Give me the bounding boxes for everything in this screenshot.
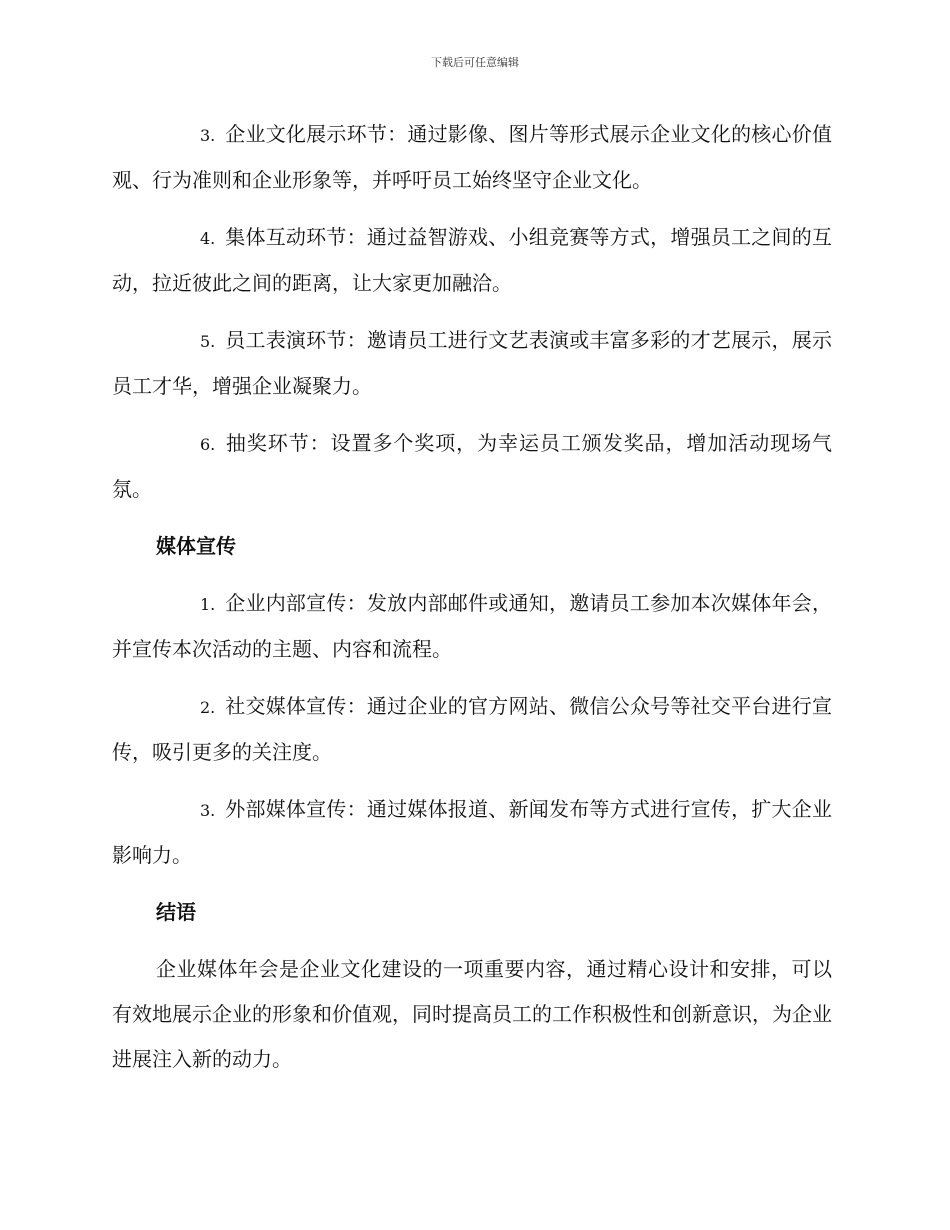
section-heading-conclusion: 结语 xyxy=(156,900,196,924)
item-text: 企业文化展示环节：通过影像、图片等形式展示企业文化的核心价值观、行为准则和企业形象等，并呼吁员工始终坚守企业文化。 xyxy=(112,122,832,192)
item-number: 5. xyxy=(200,332,216,351)
item-text: 集体互动环节：通过益智游戏、小组竞赛等方式，增强员工之间的互动，拉近彼此之间的距离，让大家更加融洽。 xyxy=(112,225,832,295)
item-number: 1. xyxy=(200,595,216,614)
item-number: 3. xyxy=(200,126,216,145)
list-item xyxy=(112,684,832,775)
list-item xyxy=(112,215,832,306)
list-item xyxy=(112,787,832,878)
list-item xyxy=(112,318,832,409)
list-item xyxy=(112,581,832,672)
item-text: 外部媒体宣传：通过媒体报道、新闻发布等方式进行宣传，扩大企业影响力。 xyxy=(112,797,832,867)
item-number: 2. xyxy=(200,698,216,717)
list-item xyxy=(112,421,832,512)
section-heading-media: 媒体宣传 xyxy=(156,534,236,558)
item-number: 3. xyxy=(200,801,216,820)
item-text: 员工表演环节：邀请员工进行文艺表演或丰富多彩的才艺展示，展示员工才华，增强企业凝聚力。 xyxy=(112,328,832,398)
item-number: 4. xyxy=(200,229,216,248)
conclusion-paragraph: 企业媒体年会是企业文化建设的一项重要内容，通过精心设计和安排，可以有效地展示企业的形象和价值观，同时提高员工的工作积极性和创新意识，为企业进展注入新的动力。 xyxy=(112,957,832,1071)
page-header: 下载后可任意编辑 xyxy=(431,56,519,69)
item-text: 抽奖环节：设置多个奖项，为幸运员工颁发奖品，增加活动现场气氛。 xyxy=(112,431,832,501)
item-text: 社交媒体宣传：通过企业的官方网站、微信公众号等社交平台进行宣传，吸引更多的关注度。 xyxy=(112,694,832,764)
item-number: 6. xyxy=(200,435,216,454)
list-item xyxy=(112,112,832,203)
document-body xyxy=(112,112,832,1094)
item-text: 企业内部宣传：发放内部邮件或通知，邀请员工参加本次媒体年会，并宣传本次活动的主题、内容和流程。 xyxy=(112,591,832,661)
